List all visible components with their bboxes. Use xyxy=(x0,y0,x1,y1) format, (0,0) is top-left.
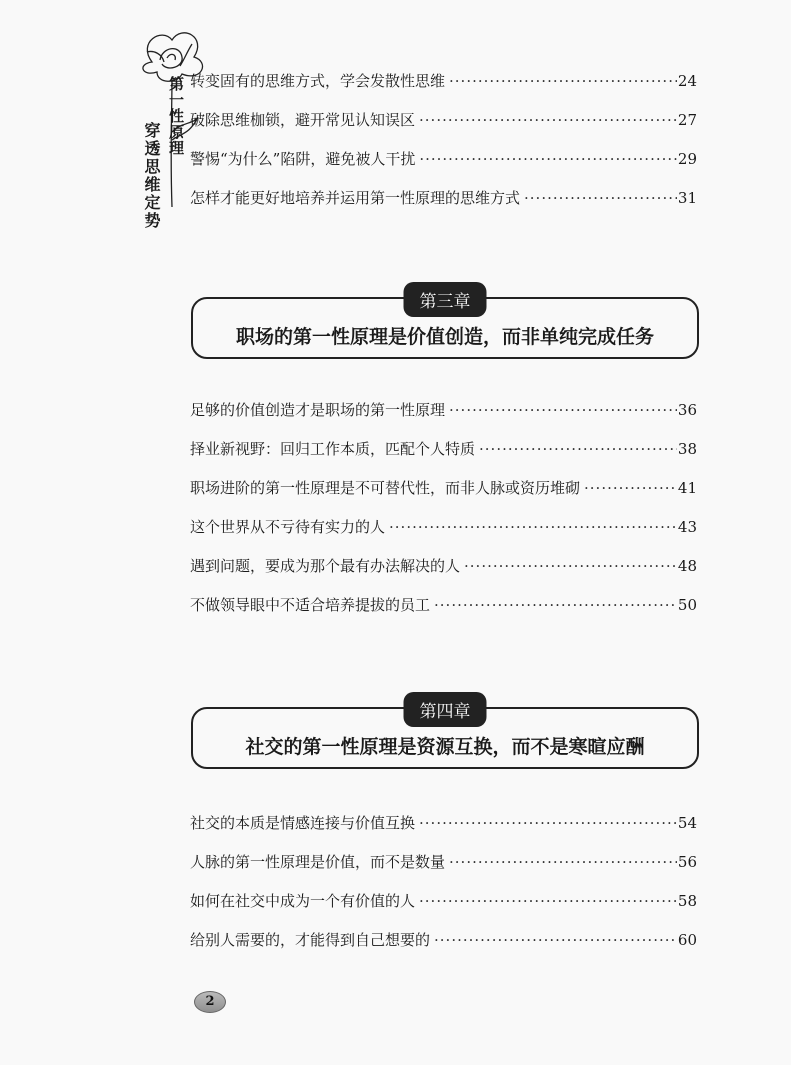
toc-entry-title: 社交的本质是情感连接与价值互换 xyxy=(190,814,416,832)
toc-entry-page: 36 xyxy=(677,401,697,419)
dot-leader xyxy=(445,401,677,419)
dot-leader xyxy=(385,518,677,536)
toc-entry-title: 遇到问题，要成为那个最有办法解决的人 xyxy=(190,557,461,575)
dot-leader xyxy=(415,150,677,168)
chapter-3-title: 职场的第一性原理是价值创造，而非单纯完成任务 xyxy=(235,326,654,348)
chapter-3-label: 第三章 xyxy=(404,282,487,317)
toc-entry-title: 择业新视野：回归工作本质，匹配个人特质 xyxy=(190,440,476,458)
toc-entry[interactable] xyxy=(190,929,697,968)
toc-entry-title: 不做领导眼中不适合培养提拔的员工 xyxy=(190,596,431,614)
toc-entry-title: 足够的价值创造才是职场的第一性原理 xyxy=(190,401,446,419)
toc-entry[interactable] xyxy=(190,594,697,633)
book-subtitle: 穿透思维定势 xyxy=(142,122,161,230)
toc-entry-title: 如何在社交中成为一个有价值的人 xyxy=(190,892,416,910)
toc-entry[interactable] xyxy=(190,187,697,226)
dot-leader xyxy=(475,440,677,458)
toc-entry[interactable] xyxy=(190,516,697,555)
toc-entry-title: 给别人需要的，才能得到自己想要的 xyxy=(190,931,431,949)
toc-entry-title: 破除思维枷锁，避开常见认知误区 xyxy=(190,111,416,129)
toc-entry-page: 48 xyxy=(677,557,697,575)
toc-entry[interactable] xyxy=(190,70,697,109)
dot-leader xyxy=(445,853,677,871)
toc-entry-title: 职场进阶的第一性原理是不可替代性，而非人脉或资历堆砌 xyxy=(190,479,581,497)
toc-entry[interactable] xyxy=(190,438,697,477)
dot-leader xyxy=(430,596,677,614)
toc-entry-page: 60 xyxy=(677,931,697,949)
toc-entry-page: 56 xyxy=(677,853,697,871)
chapter-4-label: 第四章 xyxy=(404,692,487,727)
toc-entry-page: 29 xyxy=(677,150,697,168)
dot-leader xyxy=(430,931,677,949)
dot-leader xyxy=(460,557,677,575)
toc-chapter-3 xyxy=(190,399,697,633)
toc-entry-title: 人脉的第一性原理是价值，而不是数量 xyxy=(190,853,446,871)
toc-entry-page: 43 xyxy=(677,518,697,536)
toc-entry-page: 41 xyxy=(677,479,697,497)
toc-entry[interactable] xyxy=(190,851,697,890)
toc-entry-title: 这个世界从不亏待有实力的人 xyxy=(190,518,386,536)
chapter-4-header xyxy=(191,702,699,769)
dot-leader xyxy=(415,814,677,832)
toc-entry[interactable] xyxy=(190,812,697,851)
chapter-3-header xyxy=(191,292,699,359)
toc-entry-title: 警惕“为什么”陷阱，避免被人干扰 xyxy=(190,150,416,168)
toc-entry-page: 24 xyxy=(677,72,697,90)
toc-entry[interactable] xyxy=(190,399,697,438)
toc-entry-title: 转变固有的思维方式，学会发散性思维 xyxy=(190,72,446,90)
toc-entry[interactable] xyxy=(190,148,697,187)
toc-entry[interactable] xyxy=(190,109,697,148)
dot-leader xyxy=(520,189,677,207)
page-number: 2 xyxy=(194,991,226,1013)
chapter-4-title: 社交的第一性原理是资源互换，而不是寒暄应酬 xyxy=(245,736,645,758)
dot-leader xyxy=(580,479,677,497)
dot-leader xyxy=(415,892,677,910)
toc-entry-title: 怎样才能更好地培养并运用第一性原理的思维方式 xyxy=(190,189,521,207)
toc-entry[interactable] xyxy=(190,890,697,929)
book-title: 第一性原理 xyxy=(167,76,185,156)
toc-entry-page: 54 xyxy=(677,814,697,832)
toc-entry-page: 31 xyxy=(677,189,697,207)
toc-chapter-4 xyxy=(190,812,697,968)
toc-entry-page: 58 xyxy=(677,892,697,910)
toc-entry-page: 27 xyxy=(677,111,697,129)
toc-section-top xyxy=(190,70,697,226)
toc-entry[interactable] xyxy=(190,555,697,594)
dot-leader xyxy=(445,72,677,90)
dot-leader xyxy=(415,111,677,129)
toc-entry-page: 38 xyxy=(677,440,697,458)
toc-entry[interactable] xyxy=(190,477,697,516)
toc-entry-page: 50 xyxy=(677,596,697,614)
